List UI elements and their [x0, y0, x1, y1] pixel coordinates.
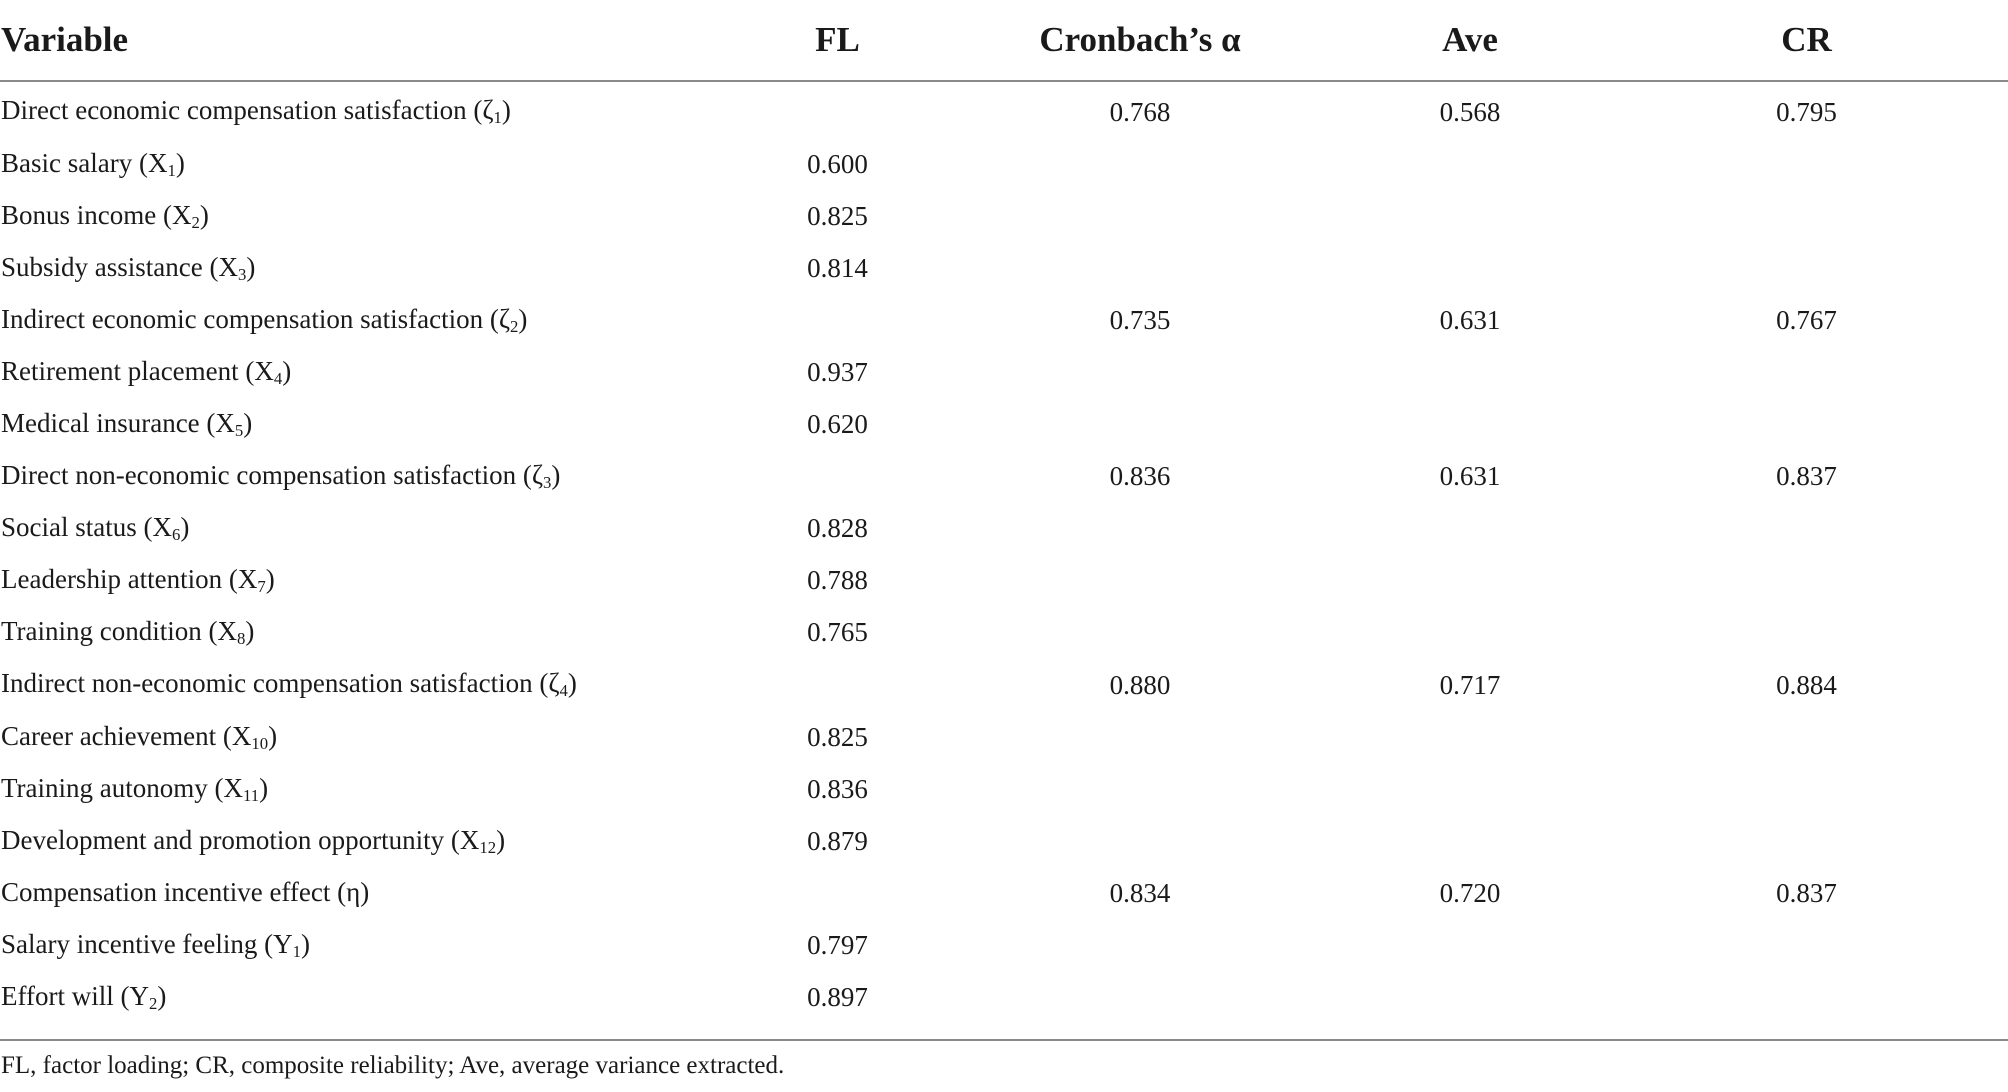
cell-ave	[1335, 346, 1585, 398]
variable-name: Subsidy assistance (X	[1, 251, 238, 282]
table-row	[0, 815, 2008, 867]
variable-subscript: 5	[234, 421, 244, 441]
header-cr: CR	[1585, 0, 2008, 81]
cell-factor-loading	[760, 451, 915, 503]
table-row	[0, 972, 2008, 1032]
variable-close-paren: )	[567, 668, 577, 699]
cell-ave: 0.631	[1439, 304, 1501, 335]
variable-subscript: 1	[167, 160, 176, 180]
variable-close-paren: )	[265, 564, 275, 595]
variable-close-paren: )	[301, 928, 311, 959]
cell-ave	[1335, 972, 1585, 1032]
cell-ave	[1335, 242, 1585, 294]
cell-ave: 0.568	[1439, 96, 1501, 127]
table-row	[0, 555, 2008, 607]
variable-subscript: 11	[243, 785, 260, 805]
cell-cr	[1585, 607, 2008, 659]
variable-subscript: 10	[251, 733, 269, 753]
cell-variable	[0, 294, 760, 346]
cell-factor-loading: 0.600	[807, 148, 868, 179]
cell-cr: 0.837	[1776, 461, 1837, 492]
table-row	[0, 81, 2008, 138]
cell-cronbach-alpha	[915, 920, 1335, 972]
cell-cronbach-alpha	[915, 555, 1335, 607]
cell-factor-loading	[760, 294, 915, 346]
cell-ave: 0.631	[1439, 461, 1501, 492]
table-bottom-rule	[0, 1039, 2008, 1041]
cell-variable	[0, 81, 760, 138]
variable-subscript: 1	[292, 942, 302, 962]
cell-ave	[1335, 138, 1585, 190]
cell-ave: 0.720	[1439, 877, 1501, 908]
table-row	[0, 711, 2008, 763]
table-row	[0, 607, 2008, 659]
variable-close-paren: )	[501, 95, 511, 126]
cell-factor-loading	[760, 659, 915, 711]
cell-factor-loading: 0.814	[807, 252, 868, 283]
variable-subscript: 3	[237, 264, 247, 284]
cell-variable	[0, 659, 760, 711]
variable-close-paren: )	[282, 355, 292, 386]
cell-variable	[0, 346, 760, 398]
table-body	[0, 81, 2008, 1032]
variable-name: Indirect economic compensation satisfaction (ζ	[1, 303, 511, 334]
table-footnote: FL, factor loading; CR, composite reliability; Ave, average variance extracted.	[1, 1052, 785, 1079]
variable-subscript: 12	[479, 837, 497, 857]
variable-name: Social status (X	[1, 512, 172, 543]
cell-cr	[1585, 346, 2008, 398]
cell-cr	[1585, 920, 2008, 972]
cell-cronbach-alpha	[915, 763, 1335, 815]
variable-subscript: 6	[171, 525, 181, 545]
variable-name: Development and promotion opportunity (X	[1, 824, 480, 855]
cell-variable	[0, 711, 760, 763]
cell-cr	[1585, 138, 2008, 190]
cell-cronbach-alpha: 0.834	[1109, 877, 1171, 908]
cell-variable	[0, 920, 760, 972]
table-row	[0, 399, 2008, 451]
variable-close-paren: )	[268, 720, 278, 751]
cell-variable	[0, 607, 760, 659]
cell-variable	[0, 190, 760, 242]
table-row	[0, 867, 2008, 919]
cell-cronbach-alpha: 0.880	[1109, 669, 1171, 700]
cell-factor-loading: 0.879	[807, 825, 868, 856]
cell-cr	[1585, 399, 2008, 451]
table-row	[0, 346, 2008, 398]
cell-cronbach-alpha	[915, 190, 1335, 242]
variable-close-paren: )	[496, 824, 506, 855]
cell-factor-loading: 0.765	[807, 617, 868, 648]
variable-subscript: 2	[510, 317, 519, 336]
header-row	[0, 0, 2008, 81]
variable-name: Effort will (Y	[1, 981, 149, 1012]
table-row	[0, 659, 2008, 711]
variable-subscript: 2	[148, 994, 158, 1014]
variable-name: Direct economic compensation satisfaction (ζ	[1, 95, 494, 126]
cell-cronbach-alpha: 0.768	[1109, 96, 1171, 127]
variable-close-paren: )	[518, 303, 528, 334]
variable-close-paren: )	[551, 460, 561, 491]
variable-close-paren: )	[199, 199, 209, 230]
cell-ave	[1335, 815, 1585, 867]
cell-factor-loading: 0.825	[807, 200, 868, 231]
variable-name: Basic salary (X	[1, 147, 168, 178]
cell-ave	[1335, 711, 1585, 763]
variable-name: Compensation incentive effect (η	[1, 876, 361, 907]
table-row	[0, 451, 2008, 503]
cell-cronbach-alpha	[915, 607, 1335, 659]
table-row	[0, 138, 2008, 190]
variable-close-paren: )	[180, 512, 190, 543]
table-row	[0, 503, 2008, 555]
variable-close-paren: )	[360, 876, 370, 907]
variable-close-paren: )	[243, 408, 253, 439]
variable-close-paren: )	[175, 147, 185, 178]
cell-factor-loading: 0.836	[807, 773, 868, 804]
cell-cr: 0.767	[1776, 304, 1837, 335]
cell-cronbach-alpha	[915, 399, 1335, 451]
table-row	[0, 763, 2008, 815]
variable-name: Training condition (X	[1, 616, 237, 647]
variable-name: Bonus income (X	[1, 199, 192, 230]
cell-cronbach-alpha	[915, 346, 1335, 398]
cell-ave	[1335, 920, 1585, 972]
cell-cr	[1585, 815, 2008, 867]
cell-cr	[1585, 711, 2008, 763]
cell-variable	[0, 763, 760, 815]
variable-subscript: 8	[237, 629, 246, 649]
table-row	[0, 294, 2008, 346]
cell-cronbach-alpha: 0.836	[1109, 461, 1171, 492]
variable-subscript: 3	[543, 473, 552, 493]
header-factor-loading: FL	[760, 0, 915, 81]
cell-ave	[1335, 190, 1585, 242]
cell-cr	[1585, 763, 2008, 815]
cell-ave	[1335, 503, 1585, 555]
cell-cr: 0.795	[1776, 96, 1837, 127]
variable-subscript: 1	[493, 108, 502, 128]
cell-factor-loading: 0.897	[807, 982, 868, 1013]
cell-ave	[1335, 555, 1585, 607]
variable-subscript: 2	[191, 212, 200, 232]
cell-cr: 0.884	[1776, 669, 1837, 700]
variable-name: Training autonomy (X	[1, 772, 243, 803]
cell-cronbach-alpha: 0.735	[1109, 304, 1171, 335]
header-variable: Variable	[0, 0, 760, 81]
variable-close-paren: )	[245, 616, 255, 647]
table-row	[0, 242, 2008, 294]
cell-factor-loading	[760, 81, 915, 138]
cell-ave: 0.717	[1439, 669, 1501, 700]
variable-name: Leadership attention (X	[1, 564, 258, 595]
cell-variable	[0, 815, 760, 867]
cell-cronbach-alpha	[915, 972, 1335, 1032]
cell-factor-loading: 0.797	[807, 930, 868, 961]
variable-subscript: 7	[257, 577, 266, 597]
cell-cronbach-alpha	[915, 815, 1335, 867]
cell-ave	[1335, 399, 1585, 451]
variable-name: Indirect non-economic compensation satisfaction (ζ	[1, 668, 560, 699]
header-cronbach-alpha: Cronbach’s α	[915, 0, 1335, 81]
cell-factor-loading: 0.937	[807, 357, 868, 388]
variable-close-paren: )	[246, 251, 256, 282]
cell-variable	[0, 503, 760, 555]
variable-close-paren: )	[157, 981, 167, 1012]
variable-name: Medical insurance (X	[1, 408, 235, 439]
cell-variable	[0, 242, 760, 294]
cell-cr	[1585, 972, 2008, 1032]
variable-subscript: 4	[559, 681, 568, 701]
variable-close-paren: )	[259, 772, 269, 803]
cell-factor-loading: 0.825	[807, 721, 868, 752]
cell-factor-loading: 0.828	[807, 513, 868, 544]
cell-cr	[1585, 503, 2008, 555]
cell-factor-loading: 0.620	[807, 409, 868, 440]
cell-variable	[0, 972, 760, 1032]
variable-name: Retirement placement (X	[1, 355, 274, 386]
cell-variable	[0, 399, 760, 451]
cell-ave	[1335, 607, 1585, 659]
variable-name: Career achievement (X	[1, 720, 252, 751]
table-header	[0, 0, 2008, 81]
cell-cr	[1585, 555, 2008, 607]
cell-cronbach-alpha	[915, 503, 1335, 555]
cell-cr	[1585, 242, 2008, 294]
cell-variable	[0, 451, 760, 503]
variable-name: Salary incentive feeling (Y	[1, 928, 293, 959]
variable-subscript: 4	[273, 369, 283, 389]
cell-cr	[1585, 190, 2008, 242]
header-ave: Ave	[1335, 0, 1585, 81]
table-row	[0, 190, 2008, 242]
cell-ave	[1335, 763, 1585, 815]
cell-cronbach-alpha	[915, 242, 1335, 294]
cell-factor-loading: 0.788	[807, 565, 868, 596]
cell-factor-loading	[760, 867, 915, 919]
table-row	[0, 920, 2008, 972]
cell-variable	[0, 138, 760, 190]
variable-name: Direct non-economic compensation satisfaction (ζ	[1, 460, 544, 491]
cell-cronbach-alpha	[915, 711, 1335, 763]
cell-variable	[0, 867, 760, 919]
cell-cr: 0.837	[1776, 877, 1837, 908]
cell-cronbach-alpha	[915, 138, 1335, 190]
cell-variable	[0, 555, 760, 607]
